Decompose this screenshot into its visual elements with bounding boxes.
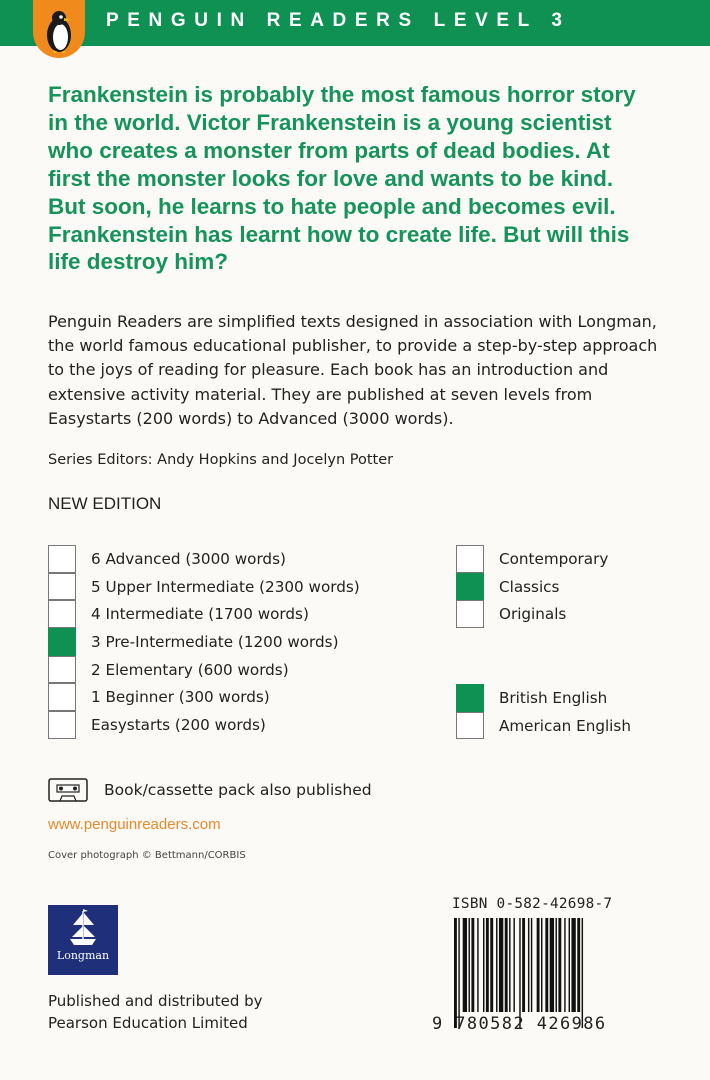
english-variant-row [456, 684, 710, 712]
level-row [48, 683, 378, 711]
english-variant-checkbox [456, 712, 484, 740]
level-checkbox [48, 600, 76, 628]
website-link[interactable]: www.penguinreaders.com [48, 816, 221, 833]
english-variant-list [456, 684, 710, 739]
cover-credit: Cover photograph © Bettmann/CORBIS [48, 850, 246, 861]
publisher-line: Published and distributed by [48, 992, 263, 1010]
level-label: 6 Advanced (3000 words) [91, 550, 286, 568]
level-label: Easystarts (200 words) [91, 716, 266, 735]
level-label: 1 Beginner (300 words) [91, 688, 270, 707]
level-row [48, 600, 378, 628]
level-row [48, 656, 378, 684]
category-row [456, 545, 710, 573]
category-label: Originals [499, 605, 567, 624]
category-label: Classics [499, 577, 560, 596]
series-banner [0, 0, 710, 46]
level-label: 3 Pre-Intermediate (1200 words) [91, 633, 339, 652]
category-row [456, 573, 710, 601]
series-description: Penguin Readers are simplified texts designed in association with Longman, the world famous educational publisher, to provide a step-by-step approach to the joys of reading for pleasure. Each book has an introduction and extensive activity material. They are published at seven levels from Easystarts (200 words) to Advanced (3000 words). [48, 312, 658, 428]
category-checkbox [456, 600, 484, 628]
edition-label: NEW EDITION [48, 494, 162, 513]
cassette-label: Book/cassette pack also published [104, 781, 372, 799]
barcode-digits: 9 780582 426986 [432, 1014, 607, 1034]
category-label: Contemporary [499, 550, 609, 568]
penguin-logo [33, 0, 85, 58]
level-label: 4 Intermediate (1700 words) [91, 605, 309, 624]
cassette-icon [48, 778, 88, 802]
story-blurb: Frankenstein is probably the most famous horror story in the world. Victor Frankenstein is a young scientist who creates a monster from parts of dead bodies. At first the monster looks for love and wants to be kind. But soon, he learns to hate people and becomes evil. Frankenstein has learnt how to create life. But will this life destroy him? [48, 82, 636, 275]
longman-logo [48, 905, 118, 975]
publisher-info [48, 990, 263, 1034]
level-row [48, 711, 378, 739]
series-editors: Series Editors: Andy Hopkins and Jocelyn Potter [48, 452, 394, 468]
ship-icon [48, 905, 118, 951]
level-checkbox [48, 683, 76, 711]
level-row [48, 628, 378, 656]
english-variant-row [456, 712, 710, 740]
category-checkbox [456, 573, 484, 601]
isbn-text: ISBN 0-582-42698-7 [452, 896, 613, 912]
level-checkbox [48, 545, 76, 573]
longman-wordmark: Longman [56, 949, 110, 962]
category-row [456, 600, 710, 628]
level-checkbox [48, 573, 76, 601]
level-checkbox [48, 656, 76, 684]
level-checkbox [48, 628, 76, 656]
english-variant-label: American English [499, 716, 631, 735]
series-title: PENGUIN READERS LEVEL 3 [106, 10, 571, 31]
english-variant-label: British English [499, 689, 608, 707]
penguin-icon [42, 8, 76, 54]
level-label: 2 Elementary (600 words) [91, 660, 289, 679]
english-variant-checkbox [456, 684, 484, 712]
category-checkbox [456, 545, 484, 573]
barcode [452, 918, 628, 1028]
publisher-line: Pearson Education Limited [48, 1014, 248, 1032]
level-label: 5 Upper Intermediate (2300 words) [91, 577, 360, 596]
level-row [48, 545, 378, 573]
level-row [48, 573, 378, 601]
level-checkbox [48, 711, 76, 739]
category-list [456, 545, 710, 628]
level-list [48, 545, 378, 739]
